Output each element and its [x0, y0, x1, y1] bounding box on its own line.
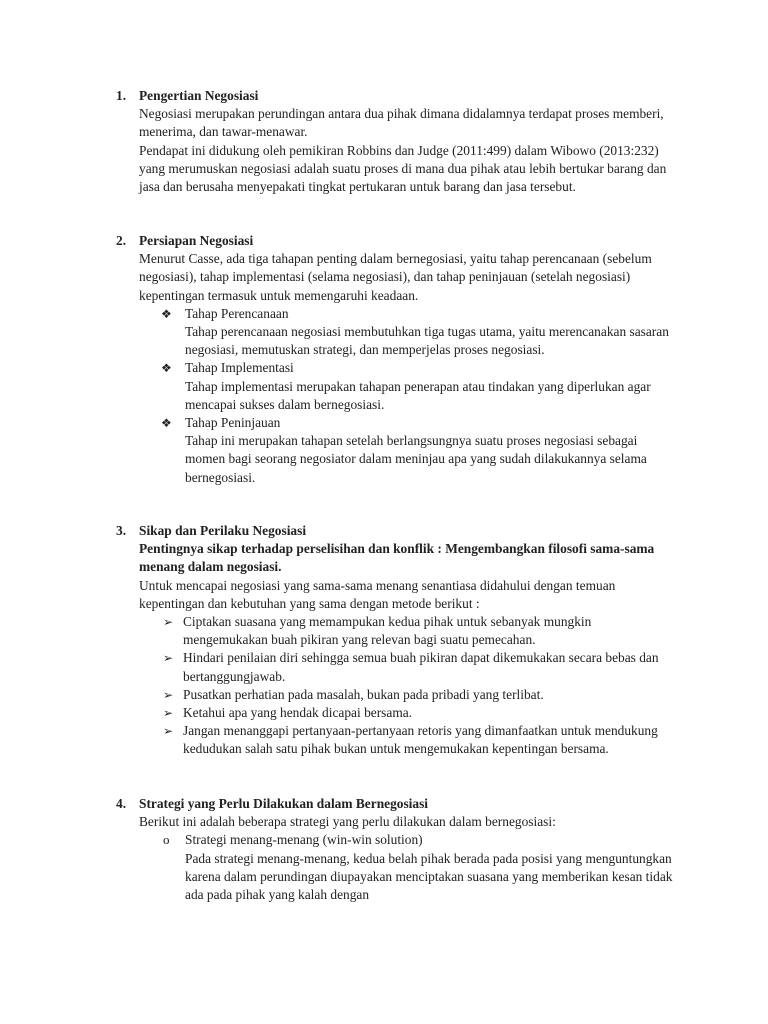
section-body	[139, 250, 679, 487]
item-text: Hindari penilaian diri sehingga semua buah pikiran dapat dikemukakan secara bebas dan bertanggungjawab.	[183, 650, 659, 684]
item-description: Tahap perencanaan negosiasi membutuhkan tiga tugas utama, yaitu merencanakan sasaran negosiasi, memutuskan strategi, dan memperjelas proses negosiasi.	[185, 324, 669, 358]
paragraph: Menurut Casse, ada tiga tahapan penting dalam bernegosiasi, yaitu tahap perencanaan (sebelum negosiasi), tahap implementasi (selama negosiasi), dan tahap peninjauan (setelah negosiasi) kepentingan termasuk untuk memengaruhi keadaan.	[139, 251, 652, 303]
item-text: Jangan menanggapi pertanyaan-pertanyaan retoris yang dimanfaatkan untuk mendukung kedudukan salah satu pihak bukan untuk mengemukakan kepentingan bersama.	[183, 723, 658, 757]
section-title: Strategi yang Perlu Dilakukan dalam Bernegosiasi	[139, 796, 429, 811]
item-text: Pusatkan perhatian pada masalah, bukan pada pribadi yang terlibat.	[183, 686, 544, 702]
section-body	[139, 540, 679, 758]
arrow-bullet-icon: ➢	[163, 724, 174, 739]
section-title: Sikap dan Perilaku Negosiasi	[139, 523, 307, 538]
list-item	[139, 305, 679, 360]
paragraph: Pendapat ini didukung oleh pemikiran Robbins dan Judge (2011:499) dalam Wibowo (2013:232) yang merumuskan negosiasi adalah suatu proses di mana dua pihak atau lebih bertukar barang dan jasa dan berusaha menyepakati tingkat pertukaran untuk barang dan jasa tersebut.	[139, 142, 667, 194]
arrow-bullet-icon: ➢	[163, 651, 174, 666]
section-number: 2.	[116, 233, 127, 248]
list-item	[139, 613, 679, 649]
arrow-bullet-icon: ➢	[163, 706, 174, 721]
section-subtitle: Pentingnya sikap terhadap perselisihan dan konflik : Mengembangkan filosofi sama-sama menang dalam negosiasi.	[139, 541, 655, 575]
section-title: Persiapan Negosiasi	[139, 233, 254, 248]
section-body	[139, 105, 679, 196]
section-number: 4.	[116, 796, 127, 811]
item-description: Pada strategi menang-menang, kedua belah pihak berada pada posisi yang menguntungkan karena dalam perundingan diupayakan menciptakan suasana yang memberikan kesan tidak ada pada pihak yang kalah dengan	[185, 850, 673, 902]
item-label: Strategi menang-menang (win-win solution)	[185, 832, 423, 848]
arrow-bullet-icon: ➢	[163, 687, 174, 702]
list-item	[139, 704, 679, 722]
circle-bullet-icon: o	[163, 832, 170, 848]
list-item	[139, 722, 679, 758]
item-description: Tahap implementasi merupakan tahapan penerapan atau tindakan yang diperlukan agar mencapai sukses dalam bernegosiasi.	[185, 378, 651, 412]
item-label: Tahap Implementasi	[185, 360, 294, 376]
list-item	[139, 649, 679, 685]
item-text: Ketahui apa yang hendak dicapai bersama.	[183, 705, 413, 721]
section-number: 3.	[116, 523, 127, 538]
list-item	[139, 686, 679, 704]
arrow-bullet-icon: ➢	[163, 615, 174, 629]
section-body	[139, 813, 679, 904]
diamond-bullet-icon: ❖	[161, 306, 172, 321]
section-number: 1.	[116, 88, 127, 103]
paragraph: Berikut ini adalah beberapa strategi yang perlu dilakukan dalam bernegosiasi:	[139, 814, 556, 830]
diamond-bullet-icon: ❖	[161, 416, 172, 431]
paragraph: Untuk mencapai negosiasi yang sama-sama menang senantiasa didahului dengan temuan kepentingan dan kebutuhan yang sama dengan metode berikut :	[139, 577, 616, 611]
item-label: Tahap Peninjauan	[185, 415, 281, 431]
item-label: Tahap Perencanaan	[185, 305, 289, 321]
list-item	[139, 414, 679, 487]
list-item	[139, 359, 679, 414]
diamond-bullet-icon: ❖	[161, 361, 172, 376]
item-text: Ciptakan suasana yang memampukan kedua pihak untuk sebanyak mungkin mengemukakan buah pikiran yang relevan bagi suatu pemecahan.	[183, 614, 592, 648]
item-description: Tahap ini merupakan tahapan setelah berlangsungnya suatu proses negosiasi sebagai momen bagi seorang negosiator dalam meninjau apa yang sudah dilakukannya selama bernegosiasi.	[185, 433, 647, 485]
list-item	[139, 831, 679, 904]
paragraph: Negosiasi merupakan perundingan antara dua pihak dimana didalamnya terdapat proses memberi, menerima, dan tawar-menawar.	[139, 106, 664, 140]
section-title: Pengertian Negosiasi	[139, 88, 259, 103]
